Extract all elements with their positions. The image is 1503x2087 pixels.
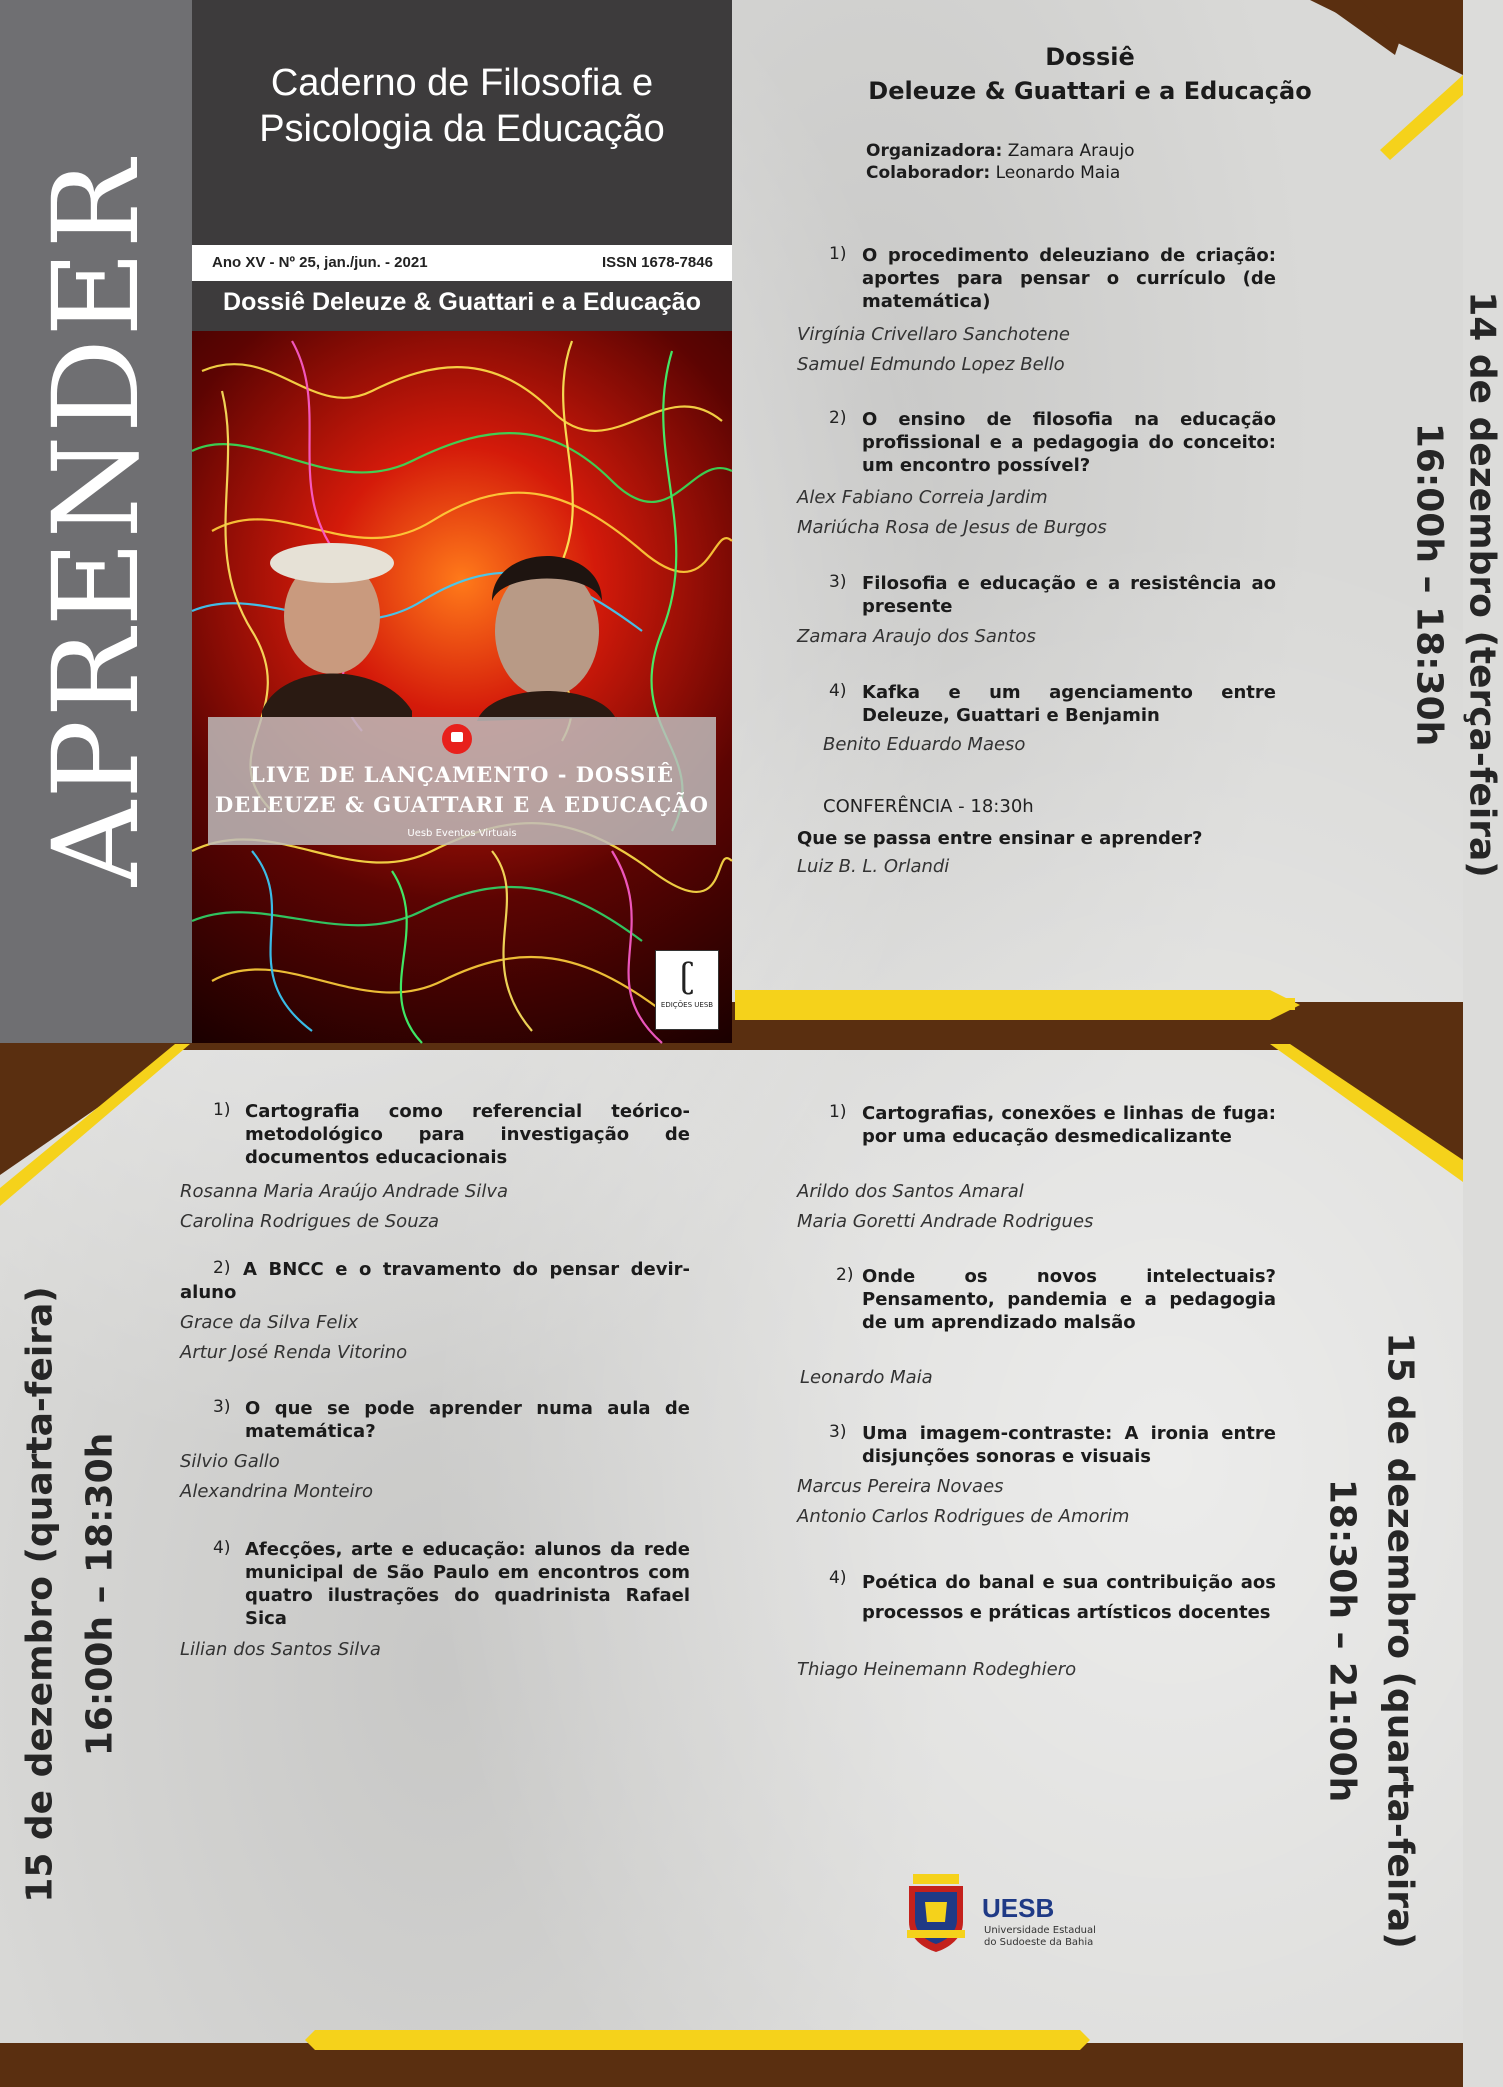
day1-time: 16:00h – 18:30h — [1408, 422, 1450, 747]
talk-author: Leonardo Maia — [800, 1367, 933, 1388]
talk-author: Thiago Heinemann Rodeghiero — [797, 1659, 1077, 1680]
talk-author: Virgínia Crivellaro Sanchotene — [797, 324, 1070, 345]
item-number: 4) — [213, 1538, 231, 1558]
organizer-label: Organizadora: — [866, 141, 1003, 161]
talk-title: O ensino de filosofia na educação profissional e a pedagogia do conceito: um encontro possível? — [862, 409, 1276, 476]
talk-title: Cartografias, conexões e linhas de fuga: por uma educação desmedicalizante — [862, 1103, 1276, 1147]
organizers — [866, 140, 1134, 184]
uesb-crest-icon — [905, 1872, 967, 1952]
live-title-line2: DELEUZE & GUATTARI E A EDUCAÇÃO — [215, 792, 709, 817]
item-number: 2) — [836, 1265, 854, 1285]
collaborator-name: Leonardo Maia — [995, 163, 1121, 183]
live-channel: Uesb Eventos Virtuais — [407, 828, 517, 839]
item-number: 2) — [213, 1258, 231, 1278]
issue-number: Ano XV - Nº 25, jan./jun. - 2021 — [212, 254, 428, 271]
item-number: 4) — [829, 681, 847, 701]
day1-date: 14 de dezembro (terça-feira) — [1461, 291, 1503, 878]
talk-author: Silvio Gallo — [180, 1451, 280, 1472]
talk-author: Samuel Edmundo Lopez Bello — [797, 354, 1065, 375]
cover-dossie-title: Dossiê Deleuze & Guattari e a Educação — [223, 288, 701, 316]
talk-title: Uma imagem-contraste: A ironia entre disjunções sonoras e visuais — [862, 1423, 1276, 1467]
journal-title — [192, 60, 732, 152]
journal-title-line1: Caderno de Filosofia e — [270, 62, 654, 104]
day2a-time: 16:00h – 18:30h — [79, 1432, 121, 1757]
talk-title: Kafka e um agenciamento entre Deleuze, Guattari e Benjamin — [862, 682, 1276, 726]
talk-author: Alex Fabiano Correia Jardim — [797, 487, 1048, 508]
talk-title: Filosofia e educação e a resistência ao presente — [862, 573, 1276, 617]
dossie-heading-line2: Deleuze & Guattari e a Educação — [868, 77, 1312, 105]
spine-title-wrap — [0, 0, 192, 1043]
publisher-name: EDIÇÕES UESB — [660, 1001, 714, 1009]
talk-author: Grace da Silva Felix — [180, 1312, 359, 1333]
talk-author: Maria Goretti Andrade Rodrigues — [797, 1211, 1094, 1232]
talk-title: O procedimento deleuziano de criação: aportes para pensar o currículo (de matemática) — [862, 245, 1276, 312]
spine-title: APRENDER — [27, 157, 165, 886]
talk-author: Antonio Carlos Rodrigues de Amorim — [797, 1506, 1130, 1527]
item-number: 1) — [829, 244, 847, 264]
day2b-time: 18:30h – 21:00h — [1321, 1478, 1363, 1803]
cover-artwork — [192, 331, 732, 1043]
item-number: 3) — [829, 1422, 847, 1442]
light-trails-art — [192, 331, 732, 1043]
talk-author: Mariúcha Rosa de Jesus de Burgos — [797, 517, 1107, 538]
day2a-date: 15 de dezembro (quarta-feira) — [19, 1286, 61, 1903]
publisher-mark-icon: ʗ — [679, 956, 695, 996]
journal-title-line2: Psicologia da Educação — [259, 108, 665, 150]
talk-author: Lilian dos Santos Silva — [180, 1639, 381, 1660]
publisher-logo — [655, 950, 719, 1030]
item-number: 3) — [213, 1397, 231, 1417]
uesb-subtitle — [984, 1925, 1096, 1949]
talk-author: Carolina Rodrigues de Souza — [180, 1211, 440, 1232]
talk-author: Marcus Pereira Novaes — [797, 1476, 1004, 1497]
item-number: 1) — [829, 1102, 847, 1122]
talk-title: O que se pode aprender numa aula de matemática? — [245, 1398, 690, 1442]
conference-author: Luiz B. L. Orlandi — [797, 856, 950, 877]
live-title-line1: LIVE DE LANÇAMENTO - DOSSIÊ — [250, 762, 674, 787]
talk-title: Cartografia como referencial teórico-metodológico para investigação de documentos educacionais — [245, 1101, 690, 1168]
organizer-name: Zamara Araujo — [1007, 141, 1135, 161]
talk-title: A BNCC e o travamento do pensar devir-aluno — [180, 1259, 690, 1303]
talk-title: Poética do banal e sua contribuição aos processos e práticas artísticos docentes — [862, 1572, 1276, 1623]
uesb-subtitle-line2: do Sudoeste da Bahia — [984, 1937, 1094, 1948]
talk-author: Artur José Renda Vitorino — [180, 1342, 408, 1363]
talk-title: Onde os novos intelectuais? Pensamento, pandemia e a pedagogia de um aprendizado malsão — [862, 1266, 1276, 1333]
item-number: 2) — [829, 408, 847, 428]
conference-title: Que se passa entre ensinar e aprender? — [797, 828, 1203, 849]
uesb-name: UESB — [982, 1893, 1055, 1923]
item-number: 1) — [213, 1100, 231, 1120]
portraits — [262, 543, 617, 721]
issn: ISSN 1678-7846 — [602, 254, 713, 271]
talk-author: Benito Eduardo Maeso — [823, 734, 1026, 755]
talk-author: Rosanna Maria Araújo Andrade Silva — [180, 1181, 509, 1202]
uesb-subtitle-line1: Universidade Estadual — [984, 1925, 1096, 1936]
item-number: 3) — [829, 572, 847, 592]
youtube-icon — [442, 724, 472, 754]
dossie-heading-line1: Dossiê — [1045, 43, 1135, 71]
live-title — [208, 760, 716, 820]
talk-title: Afecções, arte e educação: alunos da rede municipal de São Paulo em encontros com quatro ilustrações do quadrinista Rafael Sica — [245, 1539, 690, 1629]
conference-label: CONFERÊNCIA - 18:30h — [823, 796, 1034, 817]
talk-author: Alexandrina Monteiro — [180, 1481, 373, 1502]
item-number: 4) — [829, 1568, 847, 1588]
collaborator-label: Colaborador: — [866, 163, 991, 183]
talk-author: Arildo dos Santos Amaral — [797, 1181, 1024, 1202]
talk-author: Zamara Araujo dos Santos — [797, 626, 1036, 647]
dossie-heading — [735, 40, 1445, 108]
day2b-date: 15 de dezembro (quarta-feira) — [1379, 1332, 1421, 1949]
